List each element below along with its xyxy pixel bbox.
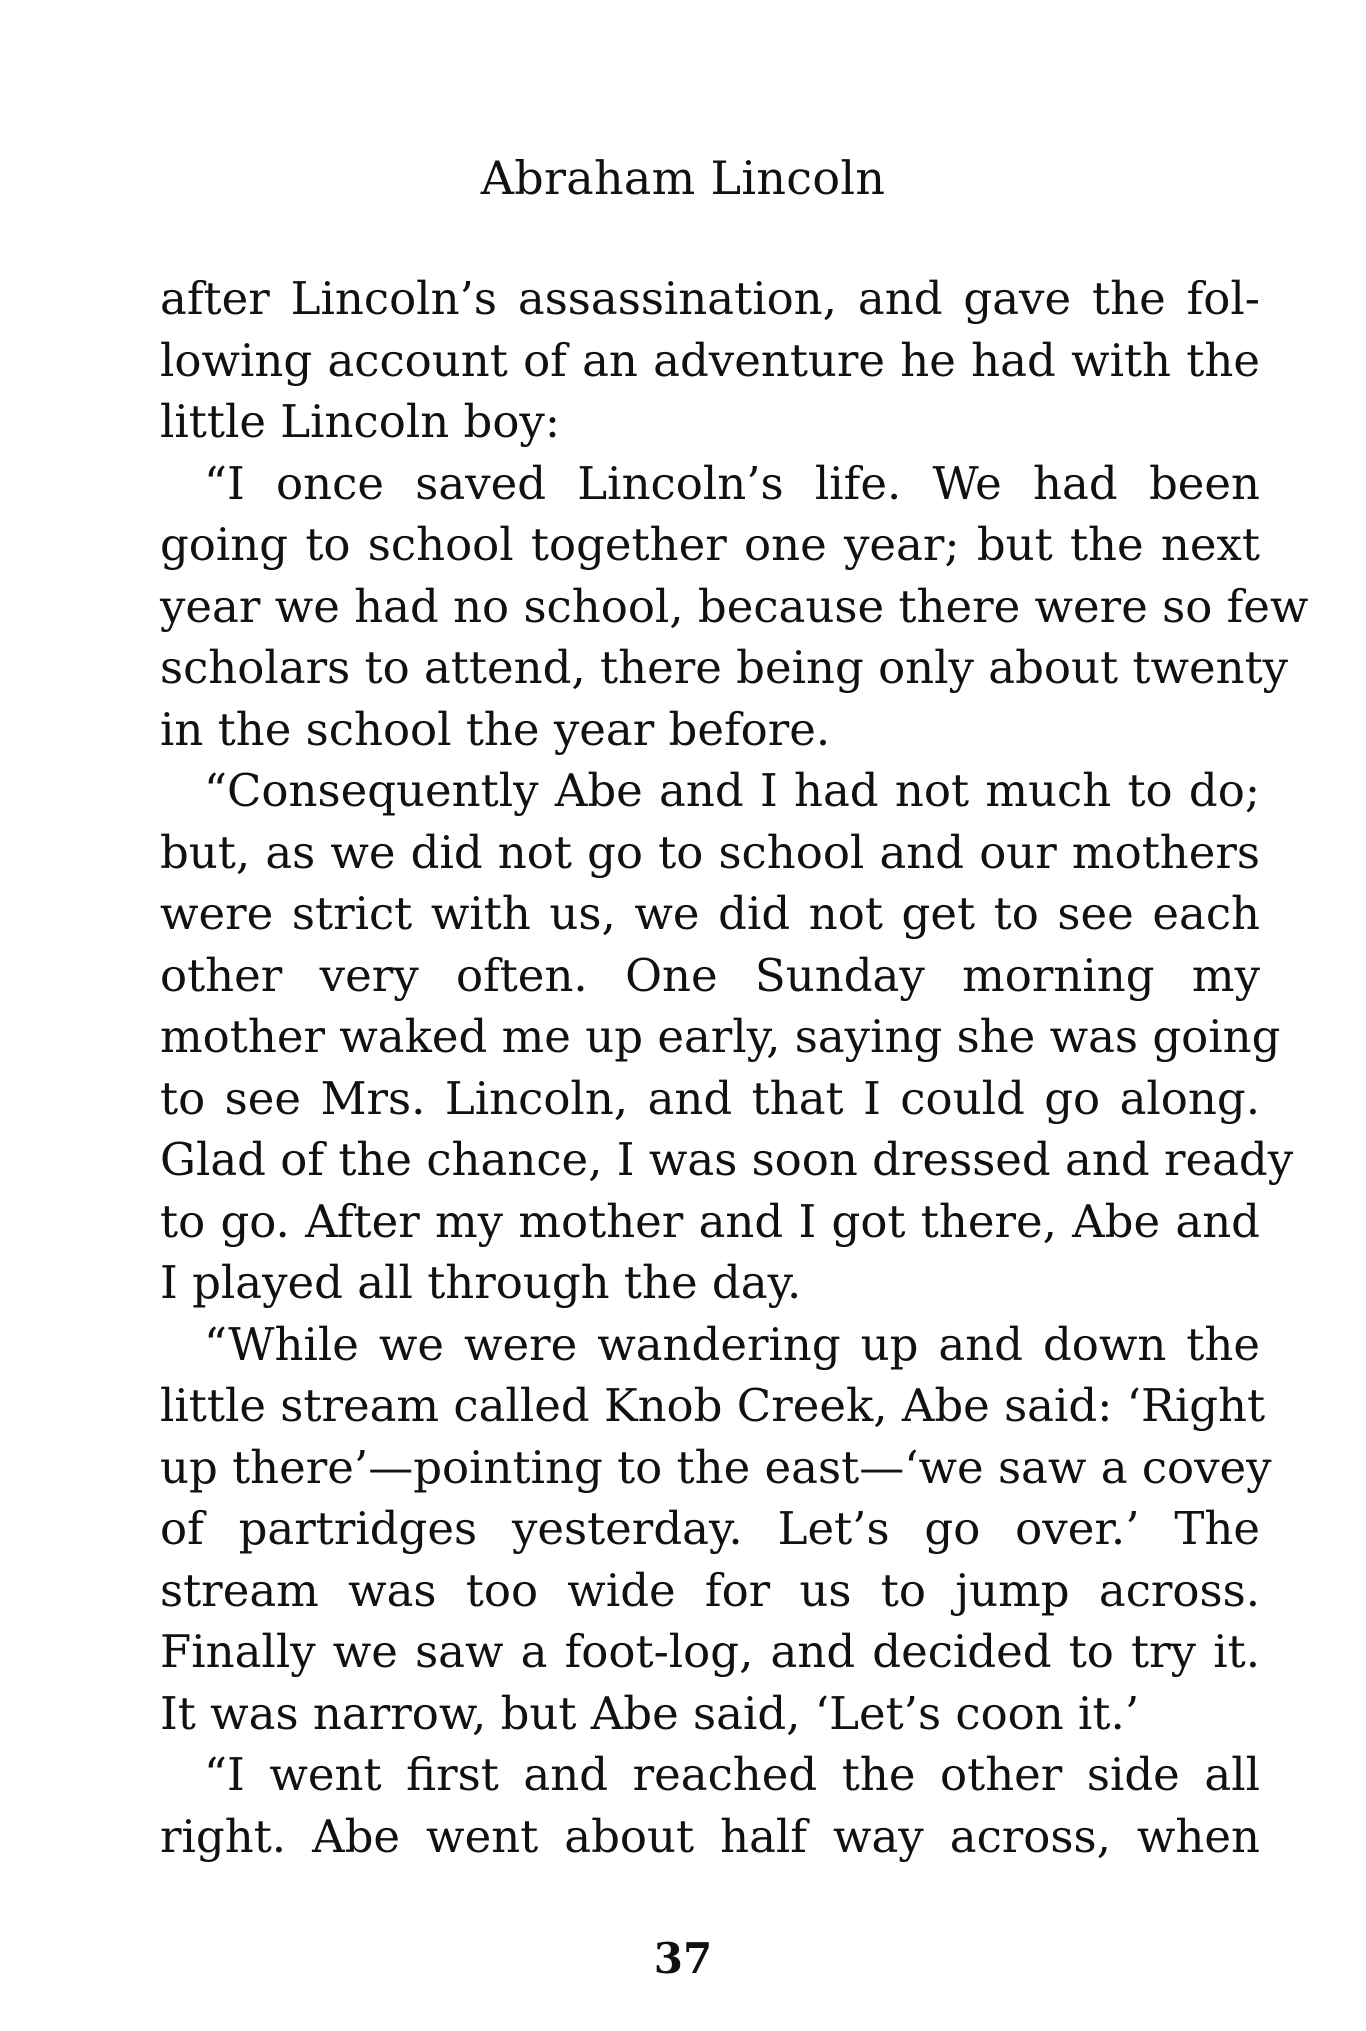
body-text xyxy=(160,268,1309,1867)
text-line: It was narrow, but Abe said, ‘Let’s coon it.’ xyxy=(160,1686,1140,1740)
text-line: up there’—pointing to the east—‘we saw a covey xyxy=(160,1440,1272,1494)
text-line: stream was too wide for us to jump across. xyxy=(160,1563,1260,1617)
running-head-title: Abraham Lincoln xyxy=(480,151,886,205)
text-line: of partridges yesterday. Let’s go over.’ The xyxy=(160,1502,1260,1555)
text-line: Glad of the chance, I was soon dressed and ready xyxy=(160,1133,1294,1186)
page-number: 37 xyxy=(653,1934,713,1983)
text-line: mother waked me up early, saying she was going xyxy=(160,1010,1281,1063)
text-line: year we had no school, because there were so few xyxy=(160,579,1309,633)
text-line: were strict with us, we did not get to see each xyxy=(160,887,1260,940)
text-line: “Consequently Abe and I had not much to do; xyxy=(204,764,1260,817)
text-line: to go. After my mother and I got there, Abe and xyxy=(160,1194,1260,1248)
text-line: “I went first and reached the other side all xyxy=(204,1748,1260,1801)
text-line: in the school the year before. xyxy=(160,702,831,756)
text-line: scholars to attend, there being only about twenty xyxy=(160,641,1289,694)
text-line: other very often. One Sunday morning my xyxy=(160,948,1260,1002)
text-line: little stream called Knob Creek, Abe said: ‘Right xyxy=(160,1379,1266,1432)
text-line: I played all through the day. xyxy=(160,1256,802,1309)
text-line: lowing account of an adventure he had with the xyxy=(160,333,1260,387)
text-line: “While we were wandering up and down the xyxy=(204,1317,1260,1371)
text-line: but, as we did not go to school and our mothers xyxy=(160,825,1260,879)
text-line: after Lincoln’s assassination, and gave the fol- xyxy=(160,272,1260,325)
text-line: going to school together one year; but the next xyxy=(160,518,1260,571)
text-line: right. Abe went about half way across, when xyxy=(160,1809,1260,1863)
text-line: “I once saved Lincoln’s life. We had been xyxy=(204,456,1260,510)
text-line: little Lincoln boy: xyxy=(160,395,560,448)
text-line: Finally we saw a foot-log, and decided to try it. xyxy=(160,1625,1260,1678)
text-line: to see Mrs. Lincoln, and that I could go along. xyxy=(160,1071,1260,1125)
